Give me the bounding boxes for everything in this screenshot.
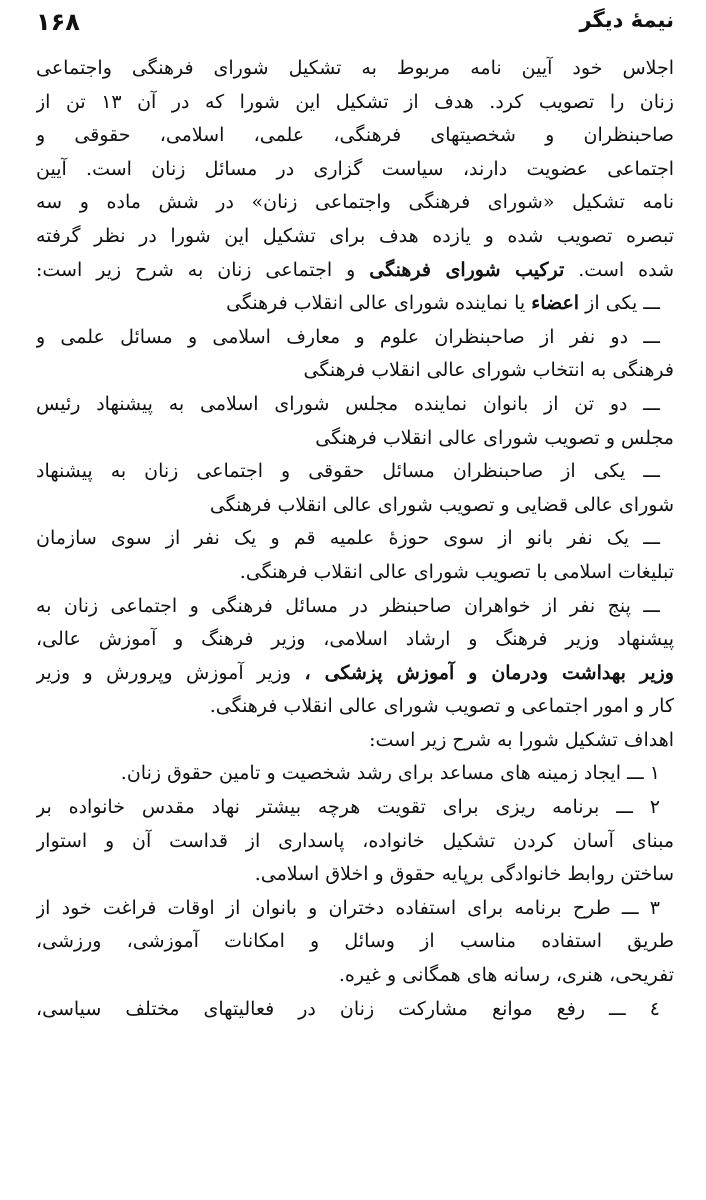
page-number: ۱۶۸ xyxy=(36,8,80,36)
text-line: صاحبنظران و شخصیتهای فرهنگی، علمی، اسلامی، حقوقی و xyxy=(36,124,674,147)
running-title: نیمهٔ دیگر xyxy=(579,8,674,32)
page-header xyxy=(36,6,674,46)
member-item-cont: کار و امور اجتماعی و تصویب شورای عالی انقلاب فرهنگی. xyxy=(209,695,674,718)
member-item: ـــ یک نفر بانو از سوی حوزهٔ علمیه قم و یک نفر از سوی سازمان xyxy=(36,527,660,550)
text-line: نامه تشکیل «شورای فرهنگی واجتماعی زنان» در شش ماده و سه xyxy=(36,191,674,214)
member-lead: ـــ یکی از xyxy=(585,292,660,315)
composition-after: و اجتماعی زنان به شرح زیر است: xyxy=(36,258,356,281)
member-item: ـــ یکی از صاحبنظران مسائل حقوقی و اجتماعی زنان به پیشنهاد xyxy=(36,460,660,483)
composition-bold: ترکیب شورای فرهنگی xyxy=(369,258,565,281)
composition-before: شده است. xyxy=(578,258,674,281)
text-line: زنان را تصویب کرد. هدف از تشکیل این شورا که در آن ۱۳ تن از xyxy=(36,90,674,113)
member-item: ـــ دو نفر از صاحبنظران علوم و معارف اسلامی و مسائل علمی و xyxy=(36,325,660,348)
text-line: اجتماعی عضویت دارند، سیاست گزاری در مسائل زنان است. آیین xyxy=(36,157,674,180)
member-rest: یا نماینده شورای عالی انقلاب فرهنگی xyxy=(226,292,526,315)
member-item xyxy=(36,287,674,321)
member-bold-line: وزیر بهداشت ودرمان و آموزش پزشکی ، xyxy=(304,661,674,684)
goal-item-cont: ساختن روابط خانوادگی برپایه حقوق و اخلاق اسلامی. xyxy=(254,863,674,886)
member-item: ـــ دو تن از بانوان نماینده مجلس شورای اسلامی به پیشنهاد رئیس xyxy=(36,392,660,415)
member-item-cont: فرهنگی به انتخاب شورای عالی انقلاب فرهنگی xyxy=(303,359,674,382)
member-item-cont: تبلیغات اسلامی با تصویب شورای عالی انقلاب فرهنگی. xyxy=(239,560,674,583)
member-item: ـــ پنج نفر از خواهران صاحبنظر در مسائل فرهنگی و اجتماعی زنان به xyxy=(36,594,660,617)
goal-item: ۳ ـــ طرح برنامه برای استفاده دختران و بانوان از اوقات فراغت خود از xyxy=(36,896,660,919)
goal-item: ٤ ـــ رفع موانع مشارکت زنان در فعالیتهای مختلف سیاسی، xyxy=(36,997,660,1020)
member-bold-line-rest: وزیر آموزش وپرورش و وزیر xyxy=(36,661,292,684)
member-item-cont: پیشنهاد وزیر فرهنگ و ارشاد اسلامی، وزیر فرهنگ و آموزش عالی، xyxy=(36,628,674,651)
goal-item: ۲ ـــ برنامه ریزی برای تقویت هرچه بیشتر نهاد مقدس خانواده بر xyxy=(36,796,660,819)
member-item-cont xyxy=(36,657,674,691)
text-line: اجلاس خود آیین نامه مربوط به تشکیل شورای فرهنگی واجتماعی xyxy=(36,57,674,79)
composition-line xyxy=(36,254,674,288)
goal-item-cont: طریق استفاده مناسب از وسائل و امکانات آموزشی، ورزشی، xyxy=(36,930,674,953)
text-line: تبصره تصویب شده و یازده هدف برای تشکیل این شورا در نظر گرفته xyxy=(36,224,674,247)
goal-item-cont: تفریحی، هنری، رسانه های همگانی و غیره. xyxy=(338,964,674,987)
member-item-cont: مجلس و تصویب شورای عالی انقلاب فرهنگی xyxy=(315,426,674,449)
body-text xyxy=(36,52,674,1026)
goals-heading: اهداف تشکیل شورا به شرح زیر است: xyxy=(369,728,674,751)
member-item-cont: شورای عالی قضایی و تصویب شورای عالی انقلاب فرهنگی xyxy=(209,493,674,516)
goal-item: ۱ ـــ ایجاد زمینه های مساعد برای رشد شخصیت و تامین حقوق زنان. xyxy=(120,762,660,785)
member-bold: اعضاء xyxy=(531,292,580,315)
goal-item-cont: مبنای آسان کردن تشکیل خانواده، پاسداری از قداست آن و استوار xyxy=(36,829,674,852)
